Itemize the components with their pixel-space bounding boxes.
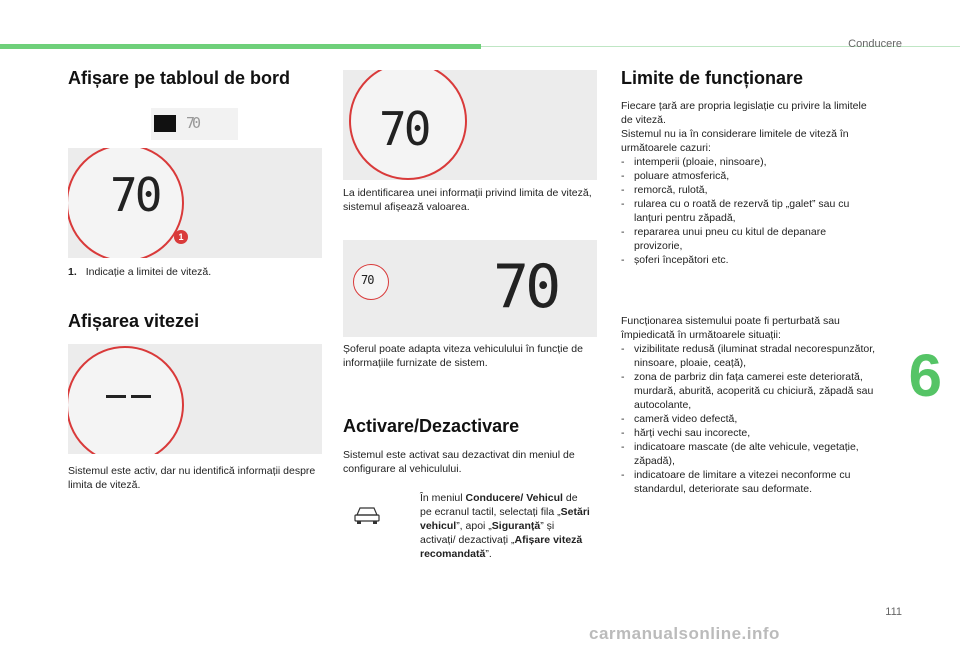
no-limit-sign <box>68 346 184 454</box>
list-item: - repararea unui pneu cu kitul de depanare provizorie, <box>621 225 876 253</box>
list-item: - hărți vechi sau incorecte, <box>621 426 876 440</box>
page-number: 111 <box>885 606 902 618</box>
list-item: - zona de parbriz din fața camerei este deteriorată, murdară, aburită, acoperită cu chiciură, zăpadă sau autocolante, <box>621 370 876 412</box>
list-item: - remorcă, rulotă, <box>621 183 876 197</box>
car-icon <box>352 503 382 527</box>
small-sign-value: 70 <box>361 273 374 287</box>
activation-description: Sistemul este activat sau dezactivat din meniul de configurare al vehiculului. <box>343 449 575 475</box>
list-item: - poluare atmosferică, <box>621 169 876 183</box>
section-title: Conducere <box>848 38 902 50</box>
black-block <box>154 115 176 132</box>
no-limit-description: Sistemul este activ, dar nu identifică informații despre limita de viteză. <box>68 465 316 491</box>
section-heading-dashboard: Afișare pe tabloul de bord <box>68 68 291 88</box>
instr-tab: Setări vehicul <box>420 506 590 532</box>
no-limit-panel <box>68 344 322 454</box>
limits-intro-2: Sistemul nu ia în considerare limitele de viteză în următoarele cazuri: <box>621 128 849 154</box>
instr-part1: În meniul <box>420 492 466 504</box>
list-item: - indicatoare mascate (de alte vehicule, vegetație, zăpadă), <box>621 440 876 468</box>
list-item: - cameră video defectă, <box>621 412 876 426</box>
dash-left <box>106 395 126 398</box>
section-heading-limits: Limite de funcționare <box>621 68 804 88</box>
header-accent-bar <box>0 44 481 49</box>
watermark: carmanualsonline.info <box>589 624 780 643</box>
list-item: - șoferi începători etc. <box>621 253 876 267</box>
detection-panel <box>343 70 597 180</box>
mini-speed-value: 70 <box>186 114 199 132</box>
section-heading-speed-display: Afișarea vitezei <box>68 311 200 331</box>
callout-badge <box>174 230 188 244</box>
list-item: - rularea cu o roată de rezervă tip „galet” sau cu lanțuri pentru zăpadă, <box>621 197 876 225</box>
instruction-text <box>420 491 590 561</box>
detection-description: La identificarea unei informații privind limita de viteză, sistemul afișează valoarea. <box>343 187 592 213</box>
adapt-panel <box>343 240 597 337</box>
chapter-number: 6 <box>908 342 942 409</box>
adapt-description: Șoferul poate adapta viteza vehiculului în funcție de informațiile furnizate de sistem. <box>343 343 583 369</box>
instr-part5: ”. <box>485 548 492 560</box>
legend-text: Indicație a limitei de viteză. <box>85 266 212 278</box>
instr-safety: Siguranță <box>491 520 541 532</box>
instr-part4: ” și activați/ dezactivați „ <box>420 520 555 546</box>
speed-limit-value: 70 <box>110 168 160 222</box>
list-item: - intemperii (ploaie, ninsoare), <box>621 155 876 169</box>
instr-part3: ”, apoi „ <box>456 520 492 532</box>
limits-intro-3: Funcționarea sistemului poate fi perturbată sau împiedicată în următoarele situații: <box>621 315 840 341</box>
detected-value: 70 <box>379 102 429 156</box>
instr-part2: de pe ecranul tactil, selectați fila „ <box>420 492 578 518</box>
disturbance-list <box>621 342 876 496</box>
section-heading-activation: Activare/Dezactivare <box>343 416 520 436</box>
speed-sign-panel <box>68 148 322 258</box>
callout-number: 1 <box>178 232 184 242</box>
legend-number: 1. <box>68 266 77 278</box>
limits-list <box>621 155 876 267</box>
limits-intro-1: Fiecare țară are propria legislație cu privire la limitele de viteză. <box>621 100 867 126</box>
legend-item <box>68 265 322 279</box>
list-item: - indicatoare de limitare a vitezei neconforme cu standardul, deteriorate sau deformate. <box>621 468 876 496</box>
instr-menu: Conducere/ Vehicul <box>465 492 563 504</box>
instr-option: Afișare viteză recomandată <box>420 534 583 560</box>
cluster-mini-display <box>151 108 238 140</box>
dash-right <box>131 395 151 398</box>
large-speed-value: 70 <box>493 252 558 322</box>
list-item: - vizibilitate redusă (iluminat stradal necorespunzător, ninsoare, ploaie, ceață), <box>621 342 876 370</box>
